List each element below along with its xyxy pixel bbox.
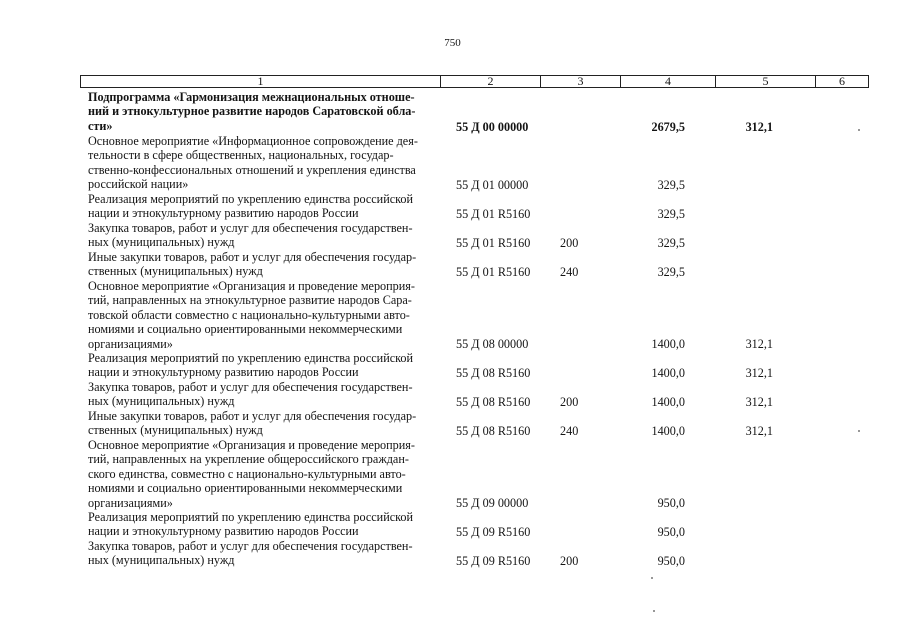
row-description: Основное мероприятие «Организация и проведение мероприя- тий, направленных на этнокультурное развитие народов Сара- товской области совместно с национально-культурными авто- номиями и социально ориентированными некоммерческими организациями» [88, 279, 415, 351]
row-col3: 240 [560, 423, 579, 438]
row-description: Реализация мероприятий по укреплению единства российской нации и этнокультурному развитию народов России [88, 351, 414, 380]
scan-speck [858, 430, 860, 432]
table-row [0, 539, 905, 568]
table-row [0, 380, 905, 409]
row-col4: 950,0 [657, 553, 685, 568]
row-description: Реализация мероприятий по укреплению единства российской нации и этнокультурному развитию народов России [88, 192, 414, 221]
row-col4: 1400,0 [651, 423, 685, 438]
row-col5: 312,1 [745, 394, 773, 409]
table-row [0, 221, 905, 250]
row-code: 55 Д 08 00000 [456, 336, 529, 351]
row-code: 55 Д 01 00000 [456, 177, 529, 192]
row-col4: 950,0 [657, 524, 685, 539]
row-code: 55 Д 09 R5160 [456, 524, 531, 539]
row-description: Основное мероприятие «Организация и проведение мероприя- тий, направленных на укрепление общероссийского граждан- ского единства, совместно с национально-культурными авто- номиями и социально ориентированными некоммерческими организациями» [88, 438, 415, 510]
table-row [0, 134, 905, 192]
header-col-2: 2 [441, 76, 541, 87]
row-code: 55 Д 01 R5160 [456, 206, 531, 221]
row-code: 55 Д 01 R5160 [456, 235, 531, 250]
scan-speck [653, 610, 655, 612]
table-row [0, 409, 905, 438]
row-col3: 240 [560, 264, 579, 279]
row-col4: 329,5 [657, 264, 685, 279]
row-code: 55 Д 08 R5160 [456, 394, 531, 409]
row-col4: 2679,5 [651, 119, 685, 134]
row-description: Подпрограмма «Гармонизация межнациональных отноше- ний и этнокультурное развитие народов Саратовской обла- сти» [88, 90, 416, 133]
row-code: 55 Д 09 00000 [456, 495, 529, 510]
row-description: Закупка товаров, работ и услуг для обеспечения государствен- ных (муниципальных) нужд [88, 539, 413, 568]
row-col5: 312,1 [745, 365, 773, 380]
table-row [0, 510, 905, 539]
row-description: Закупка товаров, работ и услуг для обеспечения государствен- ных (муниципальных) нужд [88, 221, 413, 250]
row-col3: 200 [560, 394, 579, 409]
row-col4: 329,5 [657, 235, 685, 250]
row-col5: 312,1 [745, 119, 773, 134]
row-description: Закупка товаров, работ и услуг для обеспечения государствен- ных (муниципальных) нужд [88, 380, 413, 409]
row-col3: 200 [560, 235, 579, 250]
table-header [80, 75, 869, 88]
scan-speck [858, 129, 860, 131]
row-col5: 312,1 [745, 423, 773, 438]
page-number: 750 [444, 37, 461, 49]
table-row [0, 90, 905, 134]
row-col4: 1400,0 [651, 365, 685, 380]
table-row [0, 351, 905, 380]
row-description: Иные закупки товаров, работ и услуг для обеспечения государ- ственных (муниципальных) нужд [88, 250, 417, 279]
row-description: Реализация мероприятий по укреплению единства российской нации и этнокультурному развитию народов России [88, 510, 414, 539]
row-description: Иные закупки товаров, работ и услуг для обеспечения государ- ственных (муниципальных) нужд [88, 409, 417, 438]
header-col-5: 5 [716, 76, 816, 87]
row-col4: 1400,0 [651, 336, 685, 351]
row-col4: 329,5 [657, 206, 685, 221]
scan-speck [651, 577, 653, 579]
table-row [0, 250, 905, 279]
table-row [0, 438, 905, 510]
row-col5: 312,1 [745, 336, 773, 351]
header-col-4: 4 [621, 76, 716, 87]
row-code: 55 Д 09 R5160 [456, 553, 531, 568]
row-col4: 1400,0 [651, 394, 685, 409]
header-col-6: 6 [839, 74, 845, 88]
table-row [0, 279, 905, 351]
header-col-3: 3 [541, 76, 621, 87]
row-code: 55 Д 08 R5160 [456, 365, 531, 380]
row-description: Основное мероприятие «Информационное сопровождение дея- тельности в сфере общественных, национальных, государ- ственно-конфессиональных отношений и укрепления единства российской нации» [88, 134, 418, 192]
row-col3: 200 [560, 553, 579, 568]
row-code: 55 Д 00 00000 [456, 119, 529, 134]
row-col4: 950,0 [657, 495, 685, 510]
row-code: 55 Д 01 R5160 [456, 264, 531, 279]
header-col-1: 1 [81, 76, 441, 87]
table-row [0, 192, 905, 221]
row-code: 55 Д 08 R5160 [456, 423, 531, 438]
row-col4: 329,5 [657, 177, 685, 192]
